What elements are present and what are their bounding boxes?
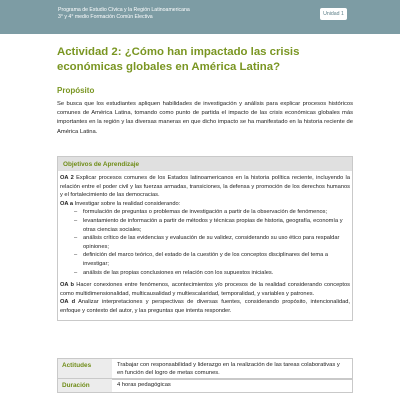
unit-badge: Unidad 1 bbox=[320, 8, 347, 20]
duration-row bbox=[57, 378, 353, 393]
objectives-table bbox=[57, 156, 353, 321]
purpose-heading: Propósito bbox=[57, 86, 95, 95]
oab-code: OA b bbox=[60, 282, 75, 289]
objective-oad bbox=[60, 298, 350, 315]
list-item: – análisis de las propias conclusiones en relación con los supuestos iniciales. bbox=[74, 269, 350, 278]
program-line-1: Programa de Estudio Cívica y la Región Latinoamericana bbox=[58, 7, 190, 13]
oaa-list bbox=[60, 208, 350, 277]
objective-oa2 bbox=[60, 174, 350, 200]
purpose-text: Se busca que los estudiantes apliquen habilidades de investigación y análisis para explicar procesos históricos comunes de América Latina, tomando como punto de partida el impacto de las crisis económicas globales más importantes en la región y las diversas maneras en que dicho impacto se ha manifestado en la historia reciente de América Latina. bbox=[57, 101, 353, 135]
duration-text: 4 horas pedagógicas bbox=[117, 382, 171, 388]
oa2-text: Explicar procesos comunes de los Estados latinoamericanos en la historia política reciente, incluyendo la relación entre el poder civil y las fuerzas armadas, transiciones, la defensa y promoción de los derechos humanos y el fortalecimiento de las democracias. bbox=[60, 175, 350, 199]
objective-oaa bbox=[60, 200, 350, 209]
objectives-body bbox=[58, 171, 352, 320]
program-line-2: 3° y 4° medio Formación Común Electiva bbox=[58, 13, 153, 20]
duration-label: Duración bbox=[58, 379, 112, 392]
oad-text: Analizar interpretaciones y perspectivas de diversas fuentes, considerando propósito, intencionalidad, enfoque y contexto del autor, y las preguntas que intenta responder. bbox=[60, 299, 351, 314]
oaa-text: Investigar sobre la realidad considerando: bbox=[73, 200, 181, 207]
list-item: – formulación de preguntas o problemas de investigación a partir de la observación de fenómenos; bbox=[74, 208, 350, 217]
oa2-code: OA 2 bbox=[60, 175, 74, 181]
objective-oab bbox=[60, 281, 350, 298]
oab-text: Hacer conexiones entre fenómenos, acontecimientos y/o procesos de la realidad considerando conceptos como multidimensionalidad, multicausalidad y multiescalaridad, temporalidad, y variables y patrones. bbox=[60, 282, 351, 297]
oad-code: OA d bbox=[60, 299, 76, 306]
activity-title: Actividad 2: ¿Cómo han impactado las crisis económicas globales en América Latina? bbox=[57, 46, 300, 73]
list-item: – levantamiento de información a partir de métodos y técnicas propias de historia, geografía, economía y otras ciencias sociales; bbox=[74, 217, 350, 234]
objectives-heading: Objetivos de Aprendizaje bbox=[58, 157, 352, 171]
program-info bbox=[58, 7, 190, 20]
attitudes-label: Actitudes bbox=[58, 359, 112, 379]
attitudes-text: Trabajar con responsabilidad y liderazgo en la realización de las tareas colaborativas y en función del logro de metas comunes. bbox=[117, 362, 340, 377]
oaa-code: OA a bbox=[60, 200, 74, 207]
list-item: – análisis crítico de las evidencias y evaluación de su validez, considerando su uso ético para respaldar opiniones; bbox=[74, 234, 350, 251]
header-band bbox=[0, 0, 400, 34]
list-item: – definición del marco teórico, del estado de la cuestión y de los conceptos disciplinares del tema a investigar; bbox=[74, 251, 350, 268]
